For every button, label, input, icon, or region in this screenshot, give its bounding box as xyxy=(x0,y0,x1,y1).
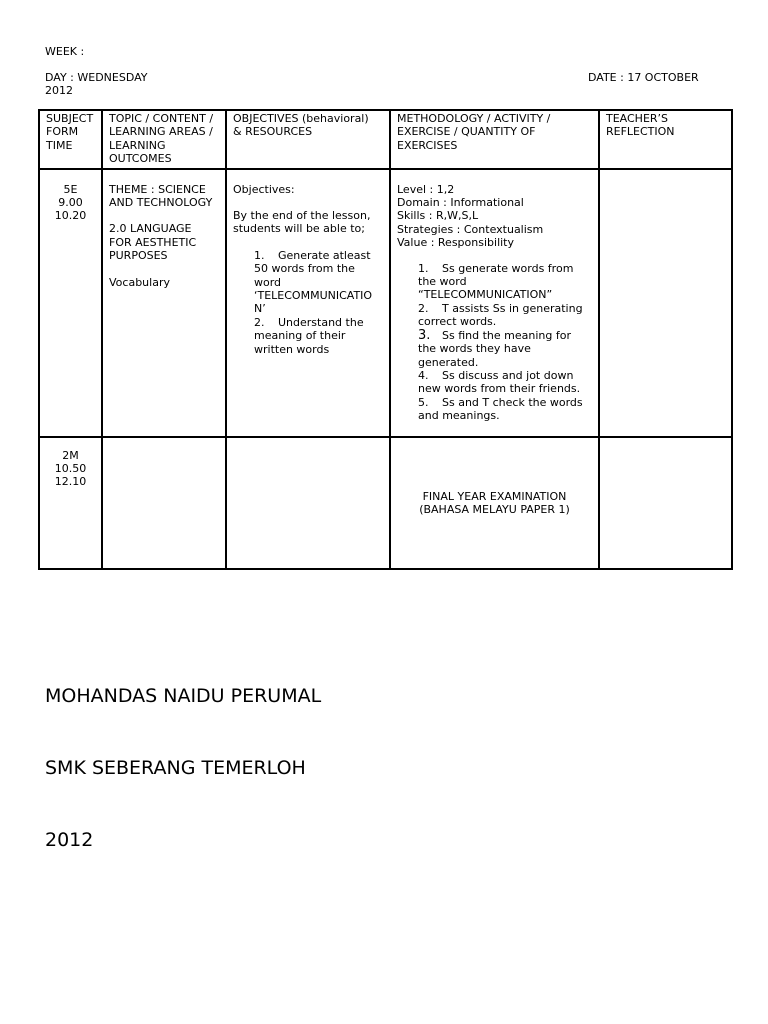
list-item: 2. Understand the meaning of their written words xyxy=(254,315,364,356)
footer-year: 2012 xyxy=(45,829,94,851)
day-label: DAY : WEDNESDAY xyxy=(45,71,148,84)
week-label: WEEK : xyxy=(45,45,85,58)
list-item: 1. Generate atleast 50 words from the word ‘TELECOMMUNICATIO N’ xyxy=(254,248,373,316)
methodology-steps xyxy=(397,262,592,423)
row2-topic-cell xyxy=(102,437,226,569)
objectives-list xyxy=(233,249,383,356)
row1-methodology-cell: Level : 1,2 Domain : Informational Skills : R,W,S,L Strategies : Contextualism Value : Responsibility 1. Ss generate words from the word “TELECOMMUNICATION” 2. T assists Ss in generating correct words. 3. Ss find the meaning for the words they have generated. 4. Ss discuss and jot down new words from their friends. 5. Ss and T check the words and meanings. xyxy=(390,169,599,437)
row1-reflection-cell xyxy=(599,169,732,437)
lesson-plan-table xyxy=(38,109,733,570)
list-item: 4. Ss discuss and jot down new words from their friends. xyxy=(418,368,581,396)
list-item: 3. Ss find the meaning for the words they have generated. xyxy=(418,327,571,369)
header-topic-content: TOPIC / CONTENT / LEARNING AREAS / LEARNING OUTCOMES xyxy=(102,110,226,169)
table-row xyxy=(39,169,732,437)
row1-objectives-cell: Objectives: By the end of the lesson, students will be able to; 1. Generate atleast 50 words from the word ‘TELECOMMUNICATIO N’ 2. Understand the meaning of their written words xyxy=(226,169,390,437)
row2-reflection-cell xyxy=(599,437,732,569)
school-name: SMK SEBERANG TEMERLOH xyxy=(45,757,306,779)
row2-methodology-cell xyxy=(390,437,599,569)
row1-topic-cell: THEME : SCIENCE AND TECHNOLOGY 2.0 LANGUAGE FOR AESTHETIC PURPOSES Vocabulary xyxy=(102,169,226,437)
list-item: 5. Ss and T check the words and meanings. xyxy=(418,395,583,423)
final-exam-note: FINAL YEAR EXAMINATION (BAHASA MELAYU PAPER 1) xyxy=(419,489,570,517)
table-header-row xyxy=(39,110,732,169)
date-label: DATE : 17 OCTOBER xyxy=(588,71,699,84)
list-item: 2. T assists Ss in generating correct words. xyxy=(418,301,583,329)
header-objectives: OBJECTIVES (behavioral) & RESOURCES xyxy=(226,110,390,169)
header-year: 2012 xyxy=(45,84,73,97)
header-subject-form-time: SUBJECT FORM TIME xyxy=(39,110,102,169)
header-reflection: TEACHER’S REFLECTION xyxy=(599,110,732,169)
header-methodology: METHODOLOGY / ACTIVITY / EXERCISE / QUANTITY OF EXERCISES xyxy=(390,110,599,169)
row1-subject-cell: 5E 9.00 10.20 xyxy=(39,169,102,437)
row2-subject-cell: 2M 10.50 12.10 xyxy=(39,437,102,569)
teacher-name: MOHANDAS NAIDU PERUMAL xyxy=(45,685,322,707)
list-item: 1. Ss generate words from the word “TELECOMMUNICATION” xyxy=(418,261,574,302)
table-row xyxy=(39,437,732,569)
row2-objectives-cell xyxy=(226,437,390,569)
